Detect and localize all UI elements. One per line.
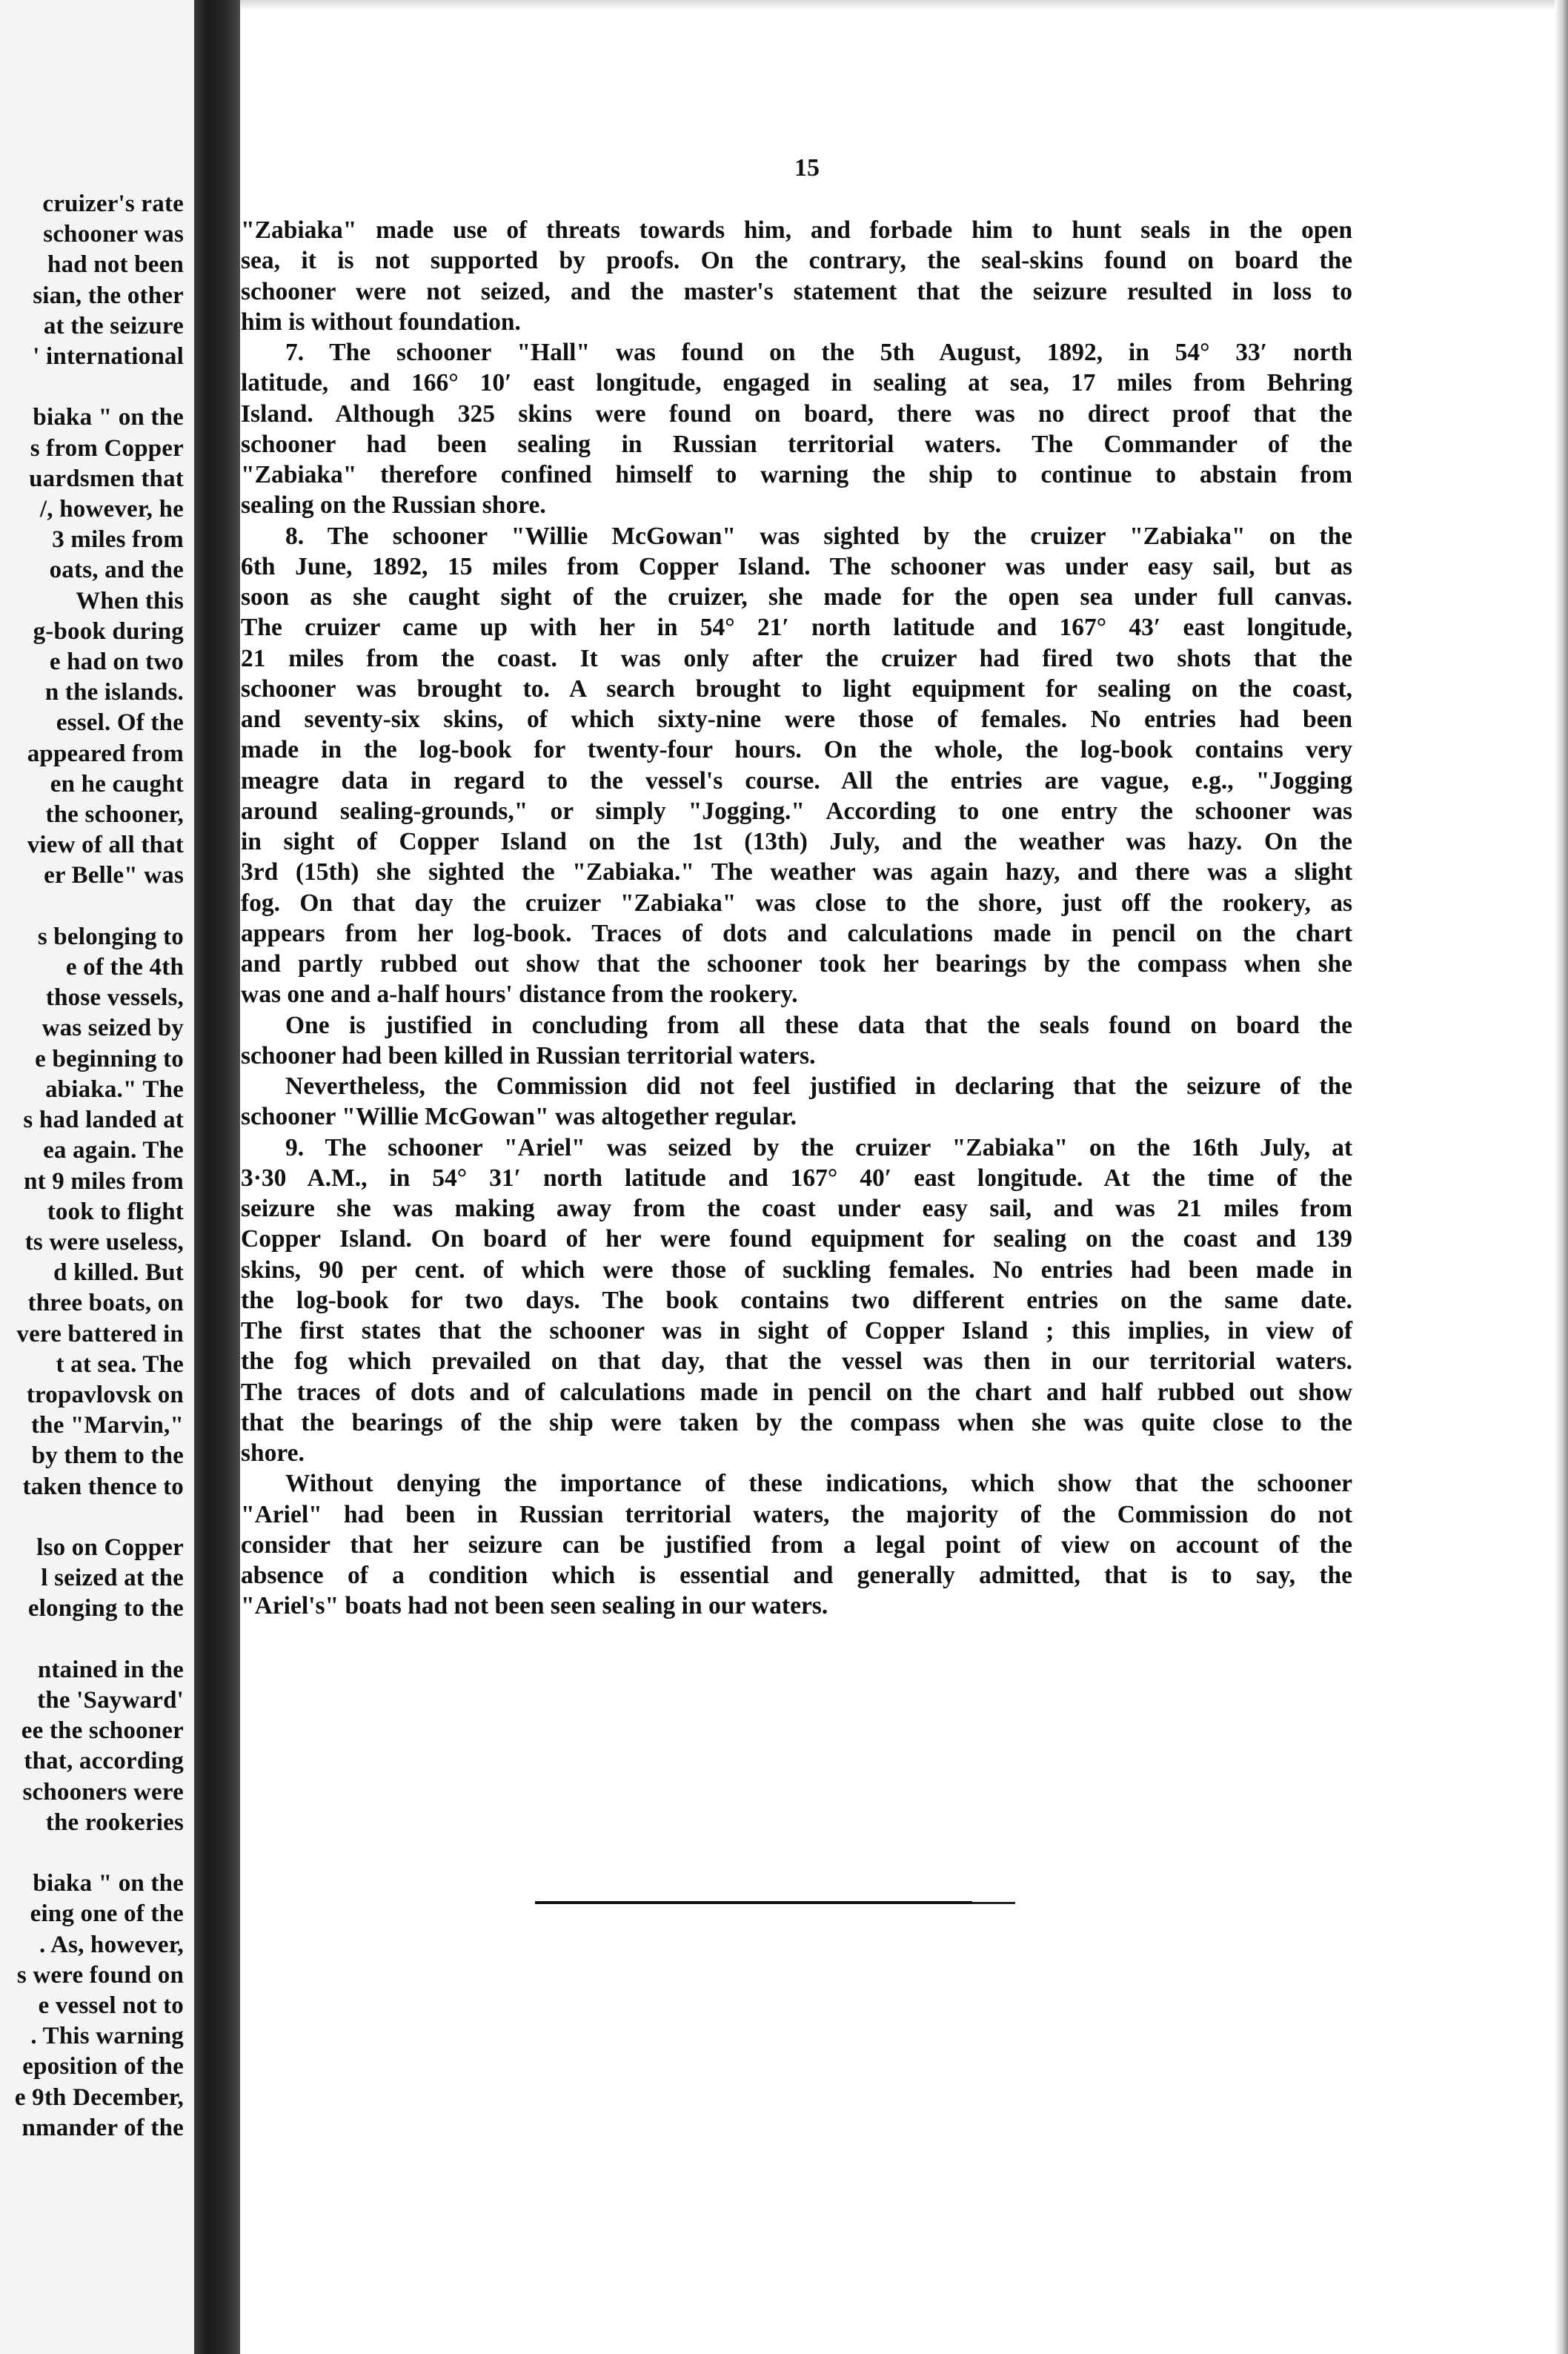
text-line: him is without foundation.: [241, 308, 521, 336]
facing-page-line: schooner was: [43, 221, 184, 248]
facing-page-line: When this: [76, 587, 184, 614]
text-line: the log-book for two days. The book contains two different entries on the same date.: [241, 1286, 1352, 1314]
facing-page-line: ' international: [33, 343, 184, 371]
facing-page-line: n the islands.: [44, 679, 184, 706]
facing-page-line: . As, however,: [39, 1931, 184, 1958]
text-line: seizure she was making away from the coast under easy sail, and was 21 miles from: [241, 1195, 1352, 1222]
facing-page-line: s were found on: [16, 1961, 184, 1989]
facing-page-line: the rookeries: [45, 1808, 184, 1836]
page-right-edge: [1555, 0, 1568, 2354]
facing-page-line: [15, 1838, 184, 1869]
text-line: appears from her log-book. Traces of dots and calculations made in pencil on the chart: [241, 919, 1352, 947]
facing-page-line: ee the schooner: [21, 1717, 184, 1745]
facing-page-text: [15, 189, 184, 2144]
facing-page-line: en he caught: [50, 770, 184, 798]
text-line: schooner "Willie McGowan" was altogether regular.: [241, 1103, 797, 1131]
facing-page-line: 3 miles from: [52, 526, 184, 554]
text-line: and seventy-six skins, of which sixty-nine were those of females. No entries had been: [241, 706, 1352, 733]
facing-page-line: t at sea. The: [56, 1350, 184, 1378]
facing-page-line: [15, 892, 184, 922]
text-line: 21 miles from the coast. It was only after the cruizer had fired two shots that the: [241, 644, 1352, 672]
facing-page-line: s from Copper: [30, 434, 184, 462]
facing-page-line: /, however, he: [39, 496, 184, 523]
closing-rule: [535, 1901, 972, 1904]
book-gutter: [194, 0, 240, 2354]
text-line: fog. On that day the cruizer "Zabiaka" was close to the shore, just off the rookery, as: [241, 889, 1352, 917]
facing-page-line: schooners were: [22, 1778, 184, 1806]
text-line: the fog which prevailed on that day, that the vessel was then in our territorial waters.: [241, 1347, 1352, 1376]
text-line: The traces of dots and of calculations made in pencil on the chart and half rubbed out show: [241, 1378, 1352, 1406]
facing-page-line: ts were useless,: [24, 1228, 184, 1256]
facing-page-line: eposition of the: [22, 2053, 184, 2081]
text-line: 8. The schooner "Willie McGowan" was sighted by the cruizer "Zabiaka" on the: [285, 522, 1352, 550]
facing-page-line: er Belle" was: [44, 862, 184, 889]
facing-page-line: e 9th December,: [14, 2083, 184, 2111]
facing-page-line: uardsmen that: [29, 465, 184, 492]
facing-page-line: . This warning: [30, 2023, 184, 2050]
facing-page-line: ntained in the: [37, 1656, 184, 1683]
page-body-text: [241, 215, 1352, 1622]
facing-page-line: abiaka." The: [44, 1075, 184, 1103]
text-line: Island. Although 325 skins were found on board, there was no direct proof that the: [241, 399, 1352, 428]
text-line: schooner had been sealing in Russian territorial waters. The Commander of the: [241, 430, 1352, 458]
closing-rule-tail: [972, 1902, 1015, 1904]
text-line: Copper Island. On board of her were found equipment for sealing on the coast and 139: [241, 1225, 1352, 1253]
facing-page-line: s belonging to: [37, 923, 184, 950]
text-line: around sealing-grounds," or simply "Jogging." According to one entry the schooner was: [241, 797, 1352, 825]
facing-page-line: taken thence to: [22, 1473, 184, 1500]
facing-page-line: had not been: [47, 251, 184, 279]
facing-page-line: tropavlovsk on: [26, 1381, 184, 1408]
text-line: "Ariel" had been in Russian territorial waters, the majority of the Commission do not: [241, 1500, 1352, 1528]
facing-page-line: the 'Sayward': [37, 1686, 184, 1714]
facing-page-line: the schooner,: [45, 801, 184, 829]
text-line: Nevertheless, the Commission did not feel justified in declaring that the seizure of the: [285, 1072, 1352, 1100]
page-number: 15: [794, 154, 820, 182]
facing-page-line: [15, 1502, 184, 1533]
facing-page-line: d killed. But: [53, 1259, 184, 1287]
facing-page-line: that, according: [24, 1748, 184, 1775]
text-line: meagre data in regard to the vessel's course. All the entries are vague, e.g., "Jogging: [241, 766, 1352, 795]
text-line: The cruizer came up with her in 54° 21′ north latitude and 167° 43′ east longitude,: [241, 614, 1352, 642]
text-line: was one and a-half hours' distance from the rookery.: [241, 981, 798, 1009]
facing-page-line: view of all that: [27, 832, 184, 859]
text-line: 3·30 A.M., in 54° 31′ north latitude and 167° 40′ east longitude. At the time of the: [241, 1164, 1352, 1192]
facing-page-line: vere battered in: [16, 1320, 184, 1347]
facing-page-line: ea again. The: [43, 1137, 184, 1164]
text-line: 6th June, 1892, 15 miles from Copper Island. The schooner was under easy sail, but as: [241, 552, 1352, 580]
text-line: "Zabiaka" made use of threats towards him, and forbade him to hunt seals in the open: [241, 216, 1352, 244]
text-line: "Zabiaka" therefore confined himself to warning the ship to continue to abstain from: [241, 461, 1352, 488]
facing-page-line: appeared from: [27, 740, 184, 767]
facing-page-line: g-book during: [33, 617, 184, 645]
facing-page-line: biaka " on the: [33, 404, 184, 431]
text-line: that the bearings of the ship were taken by the compass when she was quite close to the: [241, 1408, 1352, 1436]
text-line: shore.: [241, 1439, 305, 1467]
text-line: One is justified in concluding from all these data that the seals found on board the: [285, 1011, 1352, 1039]
text-line: The first states that the schooner was in sight of Copper Island ; this implies, in view of: [241, 1317, 1352, 1345]
text-line: soon as she caught sight of the cruizer, she made for the open sea under full canvas.: [241, 583, 1352, 611]
facing-page-line: e of the 4th: [65, 954, 184, 981]
text-line: absence of a condition which is essential and generally admitted, that is to say, the: [241, 1562, 1352, 1589]
text-line: "Ariel's" boats had not been seen sealing in our waters.: [241, 1592, 828, 1620]
facing-page-line: those vessels,: [45, 984, 184, 1012]
text-line: in sight of Copper Island on the 1st (13th) July, and the weather was hazy. On the: [241, 828, 1352, 855]
facing-page-line: lso on Copper: [36, 1534, 184, 1561]
facing-page-line: was seized by: [41, 1015, 184, 1042]
facing-page-line: biaka " on the: [33, 1870, 184, 1897]
text-line: 9. The schooner "Ariel" was seized by the cruizer "Zabiaka" on the 16th July, at: [285, 1133, 1352, 1161]
text-line: schooner were not seized, and the master's statement that the seizure resulted in loss to: [241, 277, 1352, 305]
facing-page-line: l seized at the: [41, 1565, 184, 1592]
text-line: Without denying the importance of these indications, which show that the schooner: [285, 1470, 1352, 1498]
text-line: sea, it is not supported by proofs. On the contrary, the seal-skins found on board the: [241, 247, 1352, 275]
facing-page-line: three boats, on: [27, 1290, 184, 1317]
facing-page-line: e vessel not to: [38, 1992, 184, 2019]
page-top-edge: [240, 0, 1568, 10]
facing-page-line: [15, 372, 184, 402]
text-line: 3rd (15th) she sighted the "Zabiaka." The weather was again hazy, and there was a slight: [241, 858, 1352, 886]
facing-page-line: sian, the other: [33, 282, 184, 309]
facing-page-line: cruizer's rate: [42, 190, 184, 217]
facing-page-line: s had landed at: [23, 1107, 184, 1134]
text-line: consider that her seizure can be justified from a legal point of view on account of the: [241, 1531, 1352, 1559]
text-line: latitude, and 166° 10′ east longitude, engaged in sealing at sea, 17 miles from Behring: [241, 369, 1352, 397]
text-line: skins, 90 per cent. of which were those of suckling females. No entries had been made in: [241, 1256, 1352, 1284]
facing-page-line: essel. Of the: [56, 709, 184, 737]
facing-page-line: by them to the: [31, 1442, 184, 1470]
text-line: made in the log-book for twenty-four hours. On the whole, the log-book contains very: [241, 736, 1352, 764]
facing-page-line: [15, 1625, 184, 1655]
facing-page-line: elonging to the: [27, 1595, 184, 1622]
facing-page-line: eing one of the: [30, 1900, 184, 1928]
text-line: sealing on the Russian shore.: [241, 491, 546, 520]
text-line: schooner was brought to. A search brought to light equipment for sealing on the coast,: [241, 674, 1352, 703]
facing-page-line: the "Marvin,": [30, 1412, 184, 1439]
facing-page-line: took to flight: [47, 1198, 184, 1225]
text-line: schooner had been killed in Russian territorial waters.: [241, 1041, 816, 1070]
facing-page-line: e beginning to: [35, 1045, 184, 1072]
facing-page-line: nt 9 miles from: [24, 1167, 184, 1195]
facing-page-line: nmander of the: [21, 2114, 184, 2141]
facing-page-line: oats, and the: [49, 557, 184, 584]
facing-page-fragment: [0, 0, 194, 2354]
text-line: 7. The schooner "Hall" was found on the 5th August, 1892, in 54° 33′ north: [285, 339, 1352, 366]
facing-page-line: at the seizure: [43, 312, 184, 339]
facing-page-line: e had on two: [49, 649, 184, 676]
text-line: and partly rubbed out show that the schooner took her bearings by the compass when she: [241, 950, 1352, 978]
